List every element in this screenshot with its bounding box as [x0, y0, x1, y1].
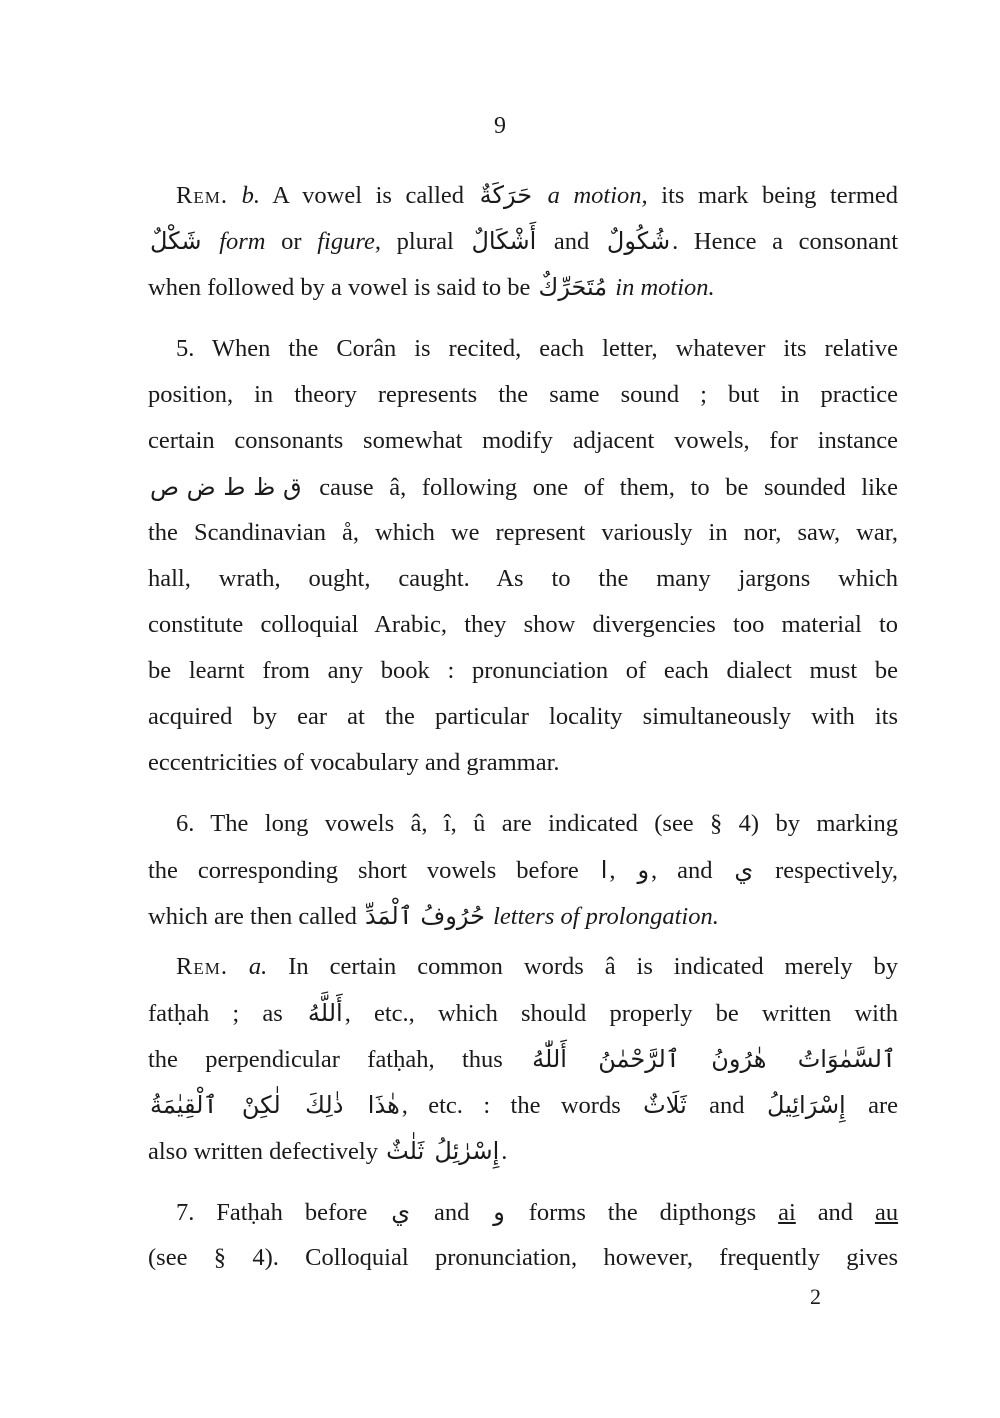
text-line: the Scandinavian å, which we represent variously in nor, saw, war,: [148, 519, 898, 546]
arabic-word: ٱلرَّحْمٰنُ: [598, 1045, 680, 1073]
italic-gloss: figure,: [317, 228, 381, 255]
text-run: and: [433, 1199, 470, 1226]
arabic-word: ثَلَاثٌ: [643, 1091, 687, 1119]
italic-gloss: form: [219, 228, 266, 255]
arabic-word: ٱلْقِيٰمَةُ: [150, 1091, 218, 1119]
arabic-word: هٰذَا: [367, 1091, 400, 1119]
italic-gloss: in motion.: [615, 274, 715, 301]
text-line: position, in theory represents the same sound ; but in practice: [148, 381, 898, 408]
text-run: its mark being termed: [661, 182, 899, 209]
paragraph-rem-b: [148, 172, 898, 310]
text-line: [148, 464, 898, 510]
arabic-word: أَللَّهُ: [307, 999, 343, 1027]
text-line: be learnt from any book : pronunciation of each dialect must be: [148, 657, 898, 684]
text-run: , and: [651, 857, 713, 884]
text-run: also written defectively: [148, 1138, 378, 1165]
paragraph-rem-a: [148, 944, 898, 1174]
arabic-word: ثَلٰثٌ: [386, 1137, 425, 1165]
text-run: fatḥah ; as: [148, 1000, 283, 1027]
text-run: cause â, following one of them, to be sounded like: [319, 474, 899, 501]
text-line: 5. When the Corân is recited, each letter, whatever its relative: [176, 335, 898, 362]
text-line: [148, 264, 898, 310]
arabic-word: مُتَحَرِّكٌ: [538, 273, 608, 301]
text-line: constitute colloquial Arabic, they show divergencies too material to: [148, 611, 898, 638]
text-line: [148, 1036, 898, 1082]
arabic-word: إِسْرَائِيلُ: [766, 1091, 846, 1119]
text-run: In certain common words â is indicated merely by: [288, 953, 899, 980]
text-run: forms the dipthongs: [528, 1199, 757, 1226]
text-run: and: [817, 1199, 854, 1226]
arabic-word: شَكْلٌ: [150, 227, 202, 255]
arabic-letter: ي: [391, 1198, 411, 1226]
rem-label: Rem.: [176, 182, 228, 209]
paragraph-5: [148, 326, 898, 786]
text-run: the perpendicular fatḥah, thus: [148, 1046, 503, 1073]
text-line: [148, 990, 898, 1036]
text-run: A vowel is called: [272, 182, 465, 209]
text-line: hall, wrath, ought, caught. As to the many jargons which: [148, 565, 898, 592]
arabic-letter: ا: [600, 856, 608, 884]
rem-letter: a.: [248, 953, 268, 980]
text-run: . Hence a consonant: [672, 228, 898, 255]
text-line: acquired by ear at the particular locality simultaneously with its: [148, 703, 898, 730]
text-line: (see § 4). Colloquial pronunciation, however, frequently gives: [148, 1244, 898, 1271]
signature-mark: 2: [810, 1284, 821, 1309]
arabic-word: ٱلسَّمٰوَاتُ: [797, 1045, 897, 1073]
italic-gloss: a motion,: [547, 182, 648, 209]
text-run: respectively,: [775, 857, 899, 884]
page-number: 9: [494, 113, 506, 139]
text-run: , etc., which should properly be written with: [344, 1000, 898, 1027]
arabic-word: ذٰلِكَ: [305, 1091, 344, 1119]
text-line: 6. The long vowels â, î, û are indicated (see § 4) by marking: [176, 810, 898, 837]
text-run: are: [868, 1092, 899, 1119]
arabic-word: أَشْكَالٌ: [471, 227, 537, 255]
text-line: [148, 1189, 898, 1235]
text-run: 7. Fatḥah before: [176, 1199, 368, 1226]
text-line: eccentricities of vocabulary and grammar.: [148, 749, 560, 776]
text-line: certain consonants somewhat modify adjacent vowels, for instance: [148, 427, 898, 454]
rem-label: Rem.: [176, 953, 228, 980]
arabic-word: حَرَكَةٌ: [479, 181, 533, 209]
italic-gloss: letters of prolongation.: [493, 903, 719, 930]
text-run: the corresponding short vowels before: [148, 857, 579, 884]
text-run: and: [709, 1092, 745, 1119]
text-line: [148, 1128, 898, 1174]
arabic-word: إِسْرٰئِلُ: [434, 1137, 500, 1165]
arabic-word: أَللّٰهُ: [532, 1045, 567, 1073]
text-run: ,: [609, 857, 616, 884]
text-line: [148, 218, 898, 264]
arabic-letter: و: [637, 856, 650, 884]
text-run: .: [501, 1138, 508, 1165]
text-run: when followed by a vowel is said to be: [148, 274, 531, 301]
paragraph-6: [148, 801, 898, 939]
arabic-word: شُكُولٌ: [606, 227, 671, 255]
arabic-letters: ق ظ ط ض ص: [150, 473, 302, 501]
arabic-letter: ي: [734, 856, 754, 884]
text-run: plural: [396, 228, 454, 255]
text-run: , etc. : the words: [401, 1092, 621, 1119]
text-line: [148, 944, 898, 990]
paragraph-7: [148, 1189, 898, 1281]
arabic-letter: و: [493, 1198, 505, 1226]
text-run: or: [281, 228, 302, 255]
text-line: [148, 1082, 898, 1128]
rem-letter: b.: [241, 182, 260, 209]
text-line: [148, 893, 898, 939]
arabic-word: لٰكِنْ: [241, 1091, 281, 1119]
text-line: [148, 172, 898, 218]
text-line: [148, 847, 898, 893]
arabic-phrase: حُرُوفُ ٱلْمَدِّ: [364, 902, 485, 930]
text-run: which are then called: [148, 903, 357, 930]
diphthong-au: au: [874, 1199, 899, 1226]
arabic-word: هٰرُونُ: [711, 1045, 767, 1073]
diphthong-ai: ai: [778, 1199, 796, 1226]
text-run: and: [553, 228, 590, 255]
